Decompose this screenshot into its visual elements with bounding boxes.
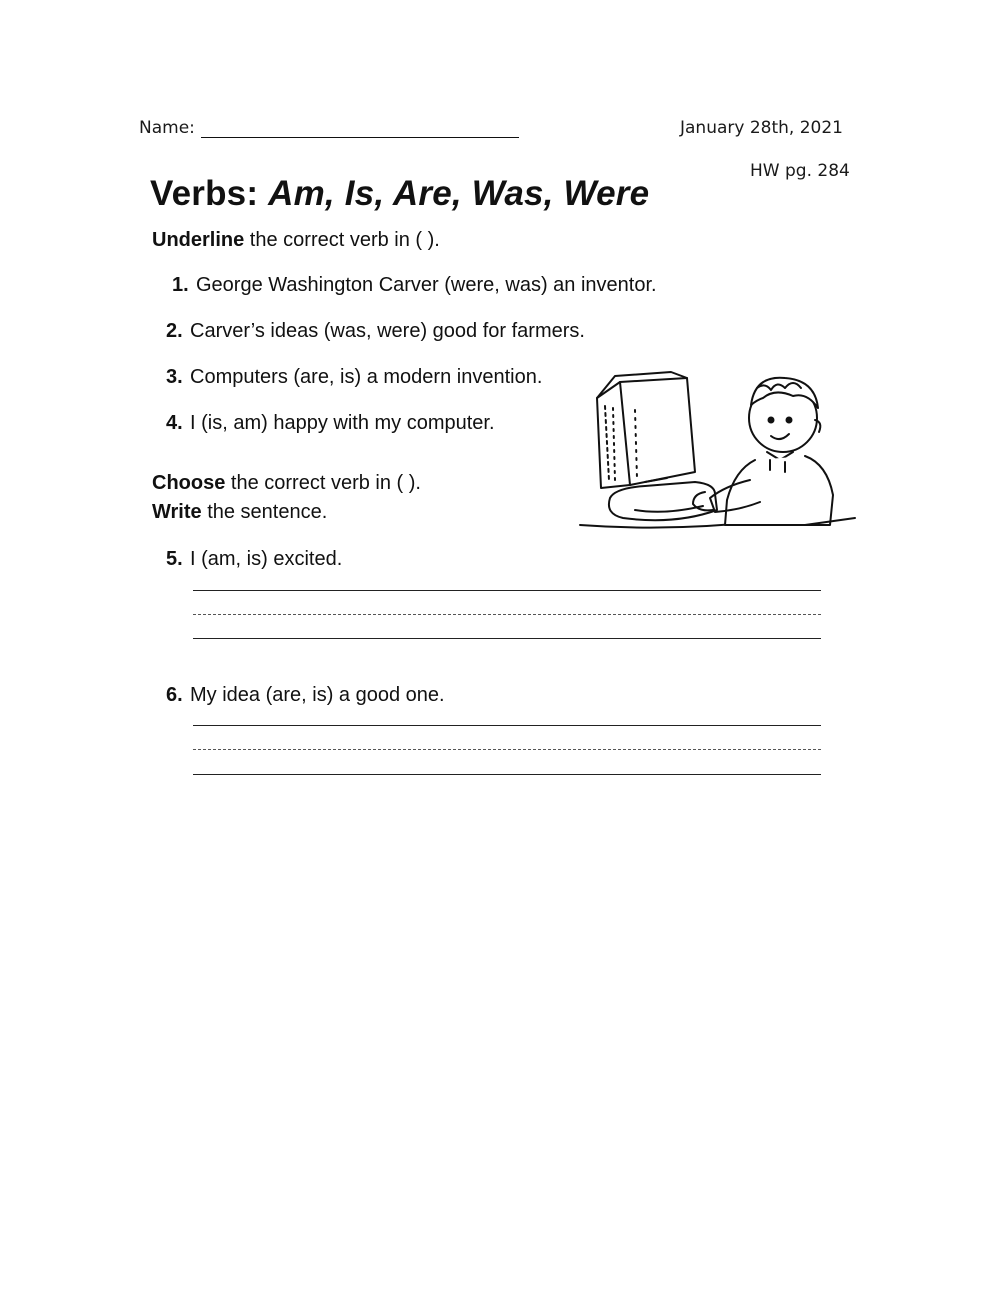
question-text[interactable]: George Washington Carver (were, was) an inventor. xyxy=(196,274,657,296)
homework-page-text: HW pg. 284 xyxy=(750,161,850,181)
name-blank-line[interactable] xyxy=(201,119,519,138)
question-text[interactable]: Computers (are, is) a modern invention. xyxy=(190,366,543,388)
question-text: I (am, is) excited. xyxy=(190,548,343,570)
question-3[interactable] xyxy=(166,366,542,389)
question-text: My idea (are, is) a good one. xyxy=(190,684,445,706)
instruction-text: the sentence. xyxy=(201,501,328,523)
answer-5-bottom-line[interactable] xyxy=(193,638,821,639)
worksheet-title xyxy=(150,174,649,214)
instruction-text: the correct verb in ( ). xyxy=(225,472,421,494)
question-text[interactable]: I (is, am) happy with my computer. xyxy=(190,412,495,434)
title-verbs: Am, Is, Are, Was, Were xyxy=(268,174,650,213)
question-text[interactable]: Carver’s ideas (was, were) good for farmers. xyxy=(190,320,585,342)
section2-instruction-choose xyxy=(152,472,421,495)
question-1[interactable] xyxy=(172,274,657,297)
boy-at-computer-illustration xyxy=(575,360,860,540)
question-2[interactable] xyxy=(166,320,585,343)
section1-instruction xyxy=(152,229,440,252)
title-prefix: Verbs: xyxy=(150,174,259,213)
name-label: Name: xyxy=(139,118,195,138)
answer-6-mid-line[interactable] xyxy=(193,749,821,750)
date-text: January 28th, 2021 xyxy=(680,118,843,138)
question-number: 4. xyxy=(166,412,183,434)
question-number: 6. xyxy=(166,684,183,706)
answer-5-top-line[interactable] xyxy=(193,590,821,591)
instruction-underline: Underline xyxy=(152,229,245,251)
question-number: 3. xyxy=(166,366,183,388)
answer-6-top-line[interactable] xyxy=(193,725,821,726)
question-number: 5. xyxy=(166,548,183,570)
question-5 xyxy=(166,548,342,571)
answer-5-mid-line[interactable] xyxy=(193,614,821,615)
instruction-write: Write xyxy=(152,501,202,523)
question-6 xyxy=(166,684,445,707)
answer-6-bottom-line[interactable] xyxy=(193,774,821,775)
name-field xyxy=(139,118,519,138)
instruction-choose: Choose xyxy=(152,472,226,494)
instruction-text: the correct verb in ( ). xyxy=(244,229,440,251)
question-number: 1. xyxy=(172,274,189,296)
question-4[interactable] xyxy=(166,412,495,435)
question-number: 2. xyxy=(166,320,183,342)
section2-instruction-write xyxy=(152,501,327,524)
